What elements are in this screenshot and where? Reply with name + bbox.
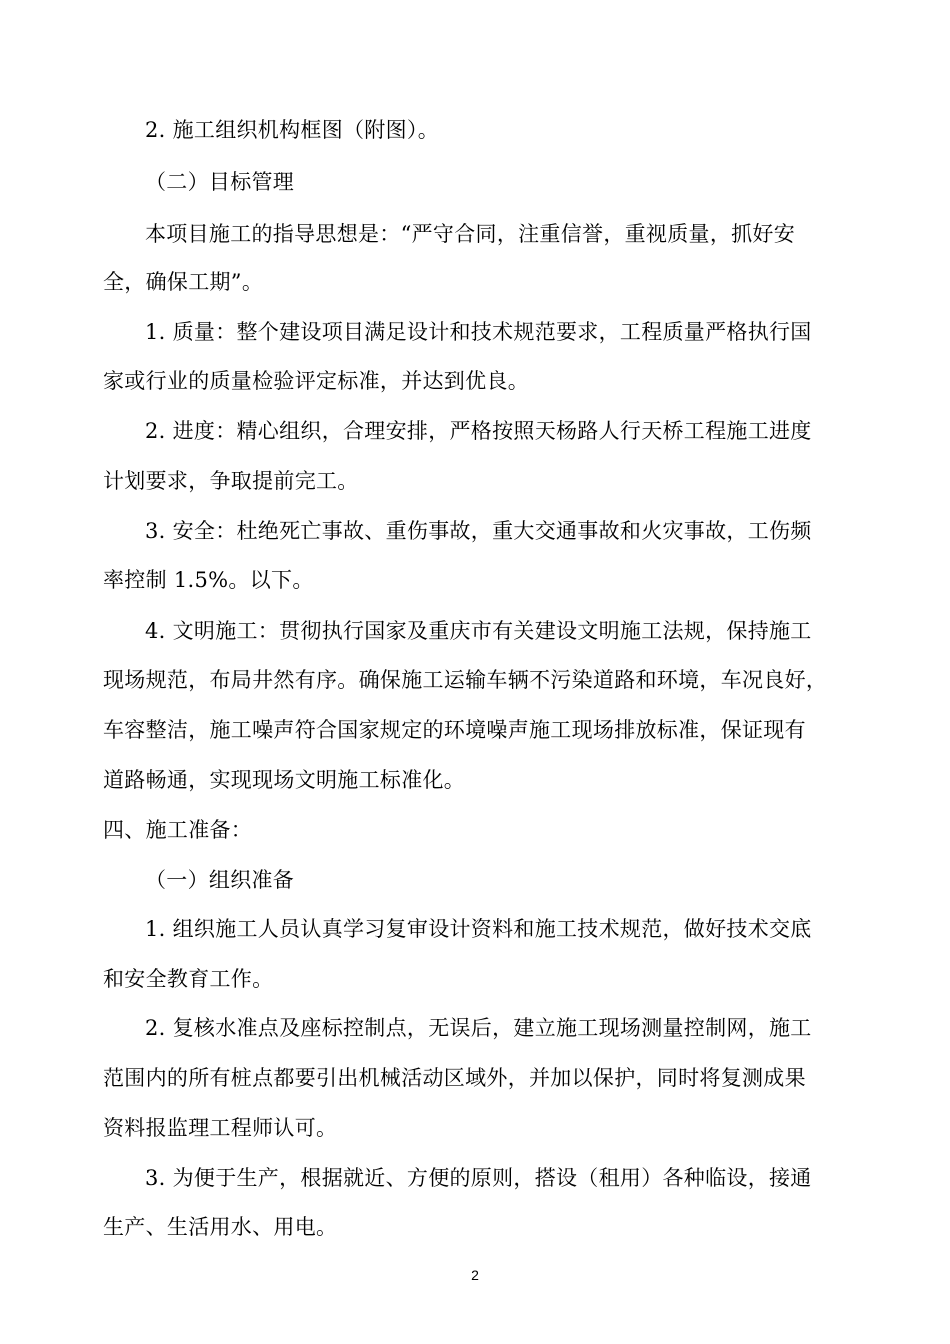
paragraph-guiding-principle-cont: 全，确保工期”。 <box>103 270 264 294</box>
list-item-civilized-construction: 4. 文明施工：贯彻执行国家及重庆市有关建设文明施工法规，保持施工 <box>145 619 812 643</box>
section-heading-construction-preparation: 四、施工准备： <box>103 818 253 842</box>
list-item-study-design: 1. 组织施工人员认真学习复审设计资料和施工技术规范，做好技术交底 <box>145 917 812 941</box>
list-item-civilized-construction-cont-2: 车容整洁，施工噪声符合国家规定的环境噪声施工现场排放标准，保证现有 <box>103 718 806 742</box>
list-item-safety: 3. 安全：杜绝死亡事故、重伤事故，重大交通事故和火灾事故，工伤频 <box>145 519 812 543</box>
list-item-progress: 2. 进度：精心组织，合理安排，严格按照天杨路人行天桥工程施工进度 <box>145 419 812 443</box>
list-item-temporary-facilities: 3. 为便于生产，根据就近、方便的原则，搭设（租用）各种临设，接通 <box>145 1166 812 1190</box>
paragraph-guiding-principle: 本项目施工的指导思想是：“严守合同，注重信誉，重视质量，抓好安 <box>145 222 796 246</box>
subheading-goal-management: （二）目标管理 <box>145 170 295 194</box>
list-item-survey-control-cont-2: 资料报监理工程师认可。 <box>103 1116 338 1140</box>
list-item-survey-control: 2. 复核水准点及座标控制点，无误后，建立施工现场测量控制网，施工 <box>145 1016 812 1040</box>
list-item-progress-cont: 计划要求，争取提前完工。 <box>103 469 359 493</box>
list-item-study-design-cont: 和安全教育工作。 <box>103 967 274 991</box>
list-item-quality: 1. 质量：整个建设项目满足设计和技术规范要求，工程质量严格执行国 <box>145 320 812 344</box>
page-number: 2 <box>471 1267 479 1283</box>
list-item-safety-cont: 率控制 1.5%。以下。 <box>103 568 314 592</box>
list-item-quality-cont: 家或行业的质量检验评定标准，并达到优良。 <box>103 369 529 393</box>
list-item-civilized-construction-cont-1: 现场规范，布局井然有序。确保施工运输车辆不污染道路和环境，车况良好， <box>103 668 828 692</box>
list-item-survey-control-cont-1: 范围内的所有桩点都要引出机械活动区域外，并加以保护，同时将复测成果 <box>103 1066 806 1090</box>
list-item-org-chart: 2. 施工组织机构框图（附图）。 <box>145 118 440 142</box>
list-item-temporary-facilities-cont: 生产、生活用水、用电。 <box>103 1215 338 1239</box>
list-item-civilized-construction-cont-3: 道路畅通，实现现场文明施工标准化。 <box>103 768 466 792</box>
subheading-organization-preparation: （一）组织准备 <box>145 868 295 892</box>
